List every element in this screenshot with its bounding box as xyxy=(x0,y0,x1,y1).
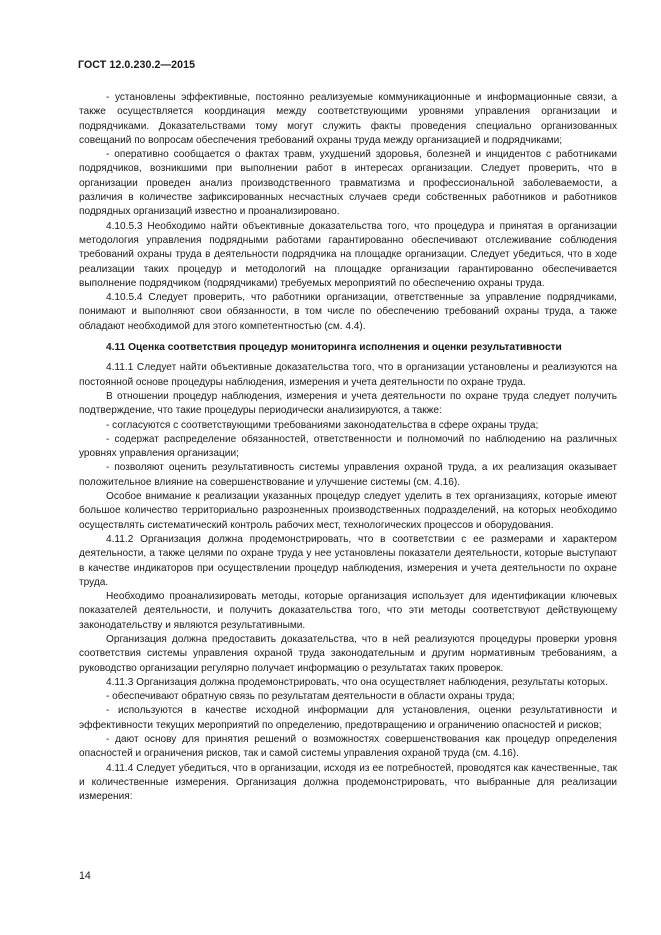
paragraph: 4.10.5.3 Необходимо найти объективные доказательства того, что процедура и принятая в организации методология управления подрядными работами гарантированно обеспечивают отслеживание соблюдения требований охраны труда в деятельности подрядчика на площадке организации. Следует убедиться, что в ходе реализации таких процедур и методологий на площадке организации гарантированно обеспечивается выполнение подрядчиком (подрядчиками) требуемых мероприятий по обеспечению охраны труда. xyxy=(79,220,617,289)
list-item: - дают основу для принятия решений о возможностях совершенствования как процедур определения опасностей и ограничения рисков, так и самой системы управления охраной труда (см. 4.16). xyxy=(79,734,617,760)
paragraph: - оперативно сообщается о фактах травм, ухудшений здоровья, болезней и инцидентов с работниками подрядчиков, возникшими при выполнении работ в интересах организации. Следует проверить, что в организации проведен анализ производственного травматизма и профессиональной заболеваемости, а различия в количестве зафиксированных несчастных случаев среди собственных работников и работников подрядных организаций известно и проанализировано. xyxy=(79,149,617,218)
list-item: - используются в качестве исходной информации для установления, оценки результативности и эффективности текущих мероприятий по определению, предотвращению и ограничению опасностей и рисков; xyxy=(79,705,617,731)
list-item: - согласуются с соответствующими требованиями законодательства в сфере охраны труда; xyxy=(106,419,539,431)
paragraph: Особое внимание к реализации указанных процедур следует уделить в тех организациях, которые имеют большое количество территориально разрозненных производственных подразделений, на которых необходимо осуществлять систематический контроль рабочих мест, технологических процессов и оборудования. xyxy=(79,491,617,531)
list-item: - обеспечивают обратную связь по результатам деятельности в области охраны труда; xyxy=(106,691,515,703)
paragraph: 4.10.5.4 Следует проверить, что работники организации, ответственные за управление подрядчиками, понимают и выполняют свои обязанности, в том числе по обеспечению требований охраны труда, а также обладают необходимой для этого компетентностью (см. 4.4). xyxy=(79,292,617,332)
page-number: 14 xyxy=(79,870,91,882)
paragraph: Организация должна предоставить доказательства, что в ней реализуются процедуры проверки уровня соответствия системы управления охраной труда законодательным и другим нормативным требованиям, а руководство организации регулярно получает информацию о результатах таких проверок. xyxy=(79,633,617,674)
paragraph: - установлены эффективные, постоянно реализуемые коммуникационные и информационные связи, а также осуществляется координация между соответствующими уровнями управления организации и подрядчиками. Доказательствами тому могут служить факты проведения специально организованных совещаний по вопросам обеспечения требований охраны труда между организацией и подрядчиками; xyxy=(79,92,617,146)
document-body xyxy=(79,91,617,805)
paragraph: В отношении процедур наблюдения, измерения и учета деятельности по охране труда следует получить подтверждение, что такие процедуры периодически анализируются, а также: xyxy=(79,390,617,417)
paragraph: 4.11.4 Следует убедиться, что в организации, исходя из ее потребностей, проводятся как качественные, так и количественные измерения. Организация должна продемонстрировать, что выбранные для реализации измерения: xyxy=(79,762,617,803)
paragraph: 4.11.2 Организация должна продемонстрировать, что в соответствии с ее размерами и характером деятельности, а также целями по охране труда у нее установлены показатели деятельности, которые выступают в качестве индикаторов при осуществлении процедур наблюдения, измерения и учета деятельности по охране труда. xyxy=(79,533,617,588)
list-item: - позволяют оценить результативность системы управления охраной труда, а их реализация оказывает положительное влияние на совершенствование и улучшение системы (см. 4.16). xyxy=(79,462,617,488)
paragraph: Необходимо проанализировать методы, которые организация использует для идентификации ключевых показателей деятельности, и получить доказательства того, что эти методы соответствуют действующему законодательству и являются результативными. xyxy=(79,591,617,631)
list-item: - содержат распределение обязанностей, ответственности и полномочий по наблюдению на различных уровнях управления организации; xyxy=(79,433,617,460)
document-header: ГОСТ 12.0.230.2—2015 xyxy=(78,59,196,71)
paragraph: 4.11.3 Организация должна продемонстрировать, что она осуществляет наблюдения, результаты которых. xyxy=(106,676,608,688)
section-heading: 4.11 Оценка соответствия процедур мониторинга исполнения и оценки результативности xyxy=(106,342,562,354)
paragraph: 4.11.1 Следует найти объективные доказательства того, что в организации установлены и реализуются на постоянной основе процедуры наблюдения, измерения и учета деятельности по охране труда. xyxy=(79,362,617,388)
